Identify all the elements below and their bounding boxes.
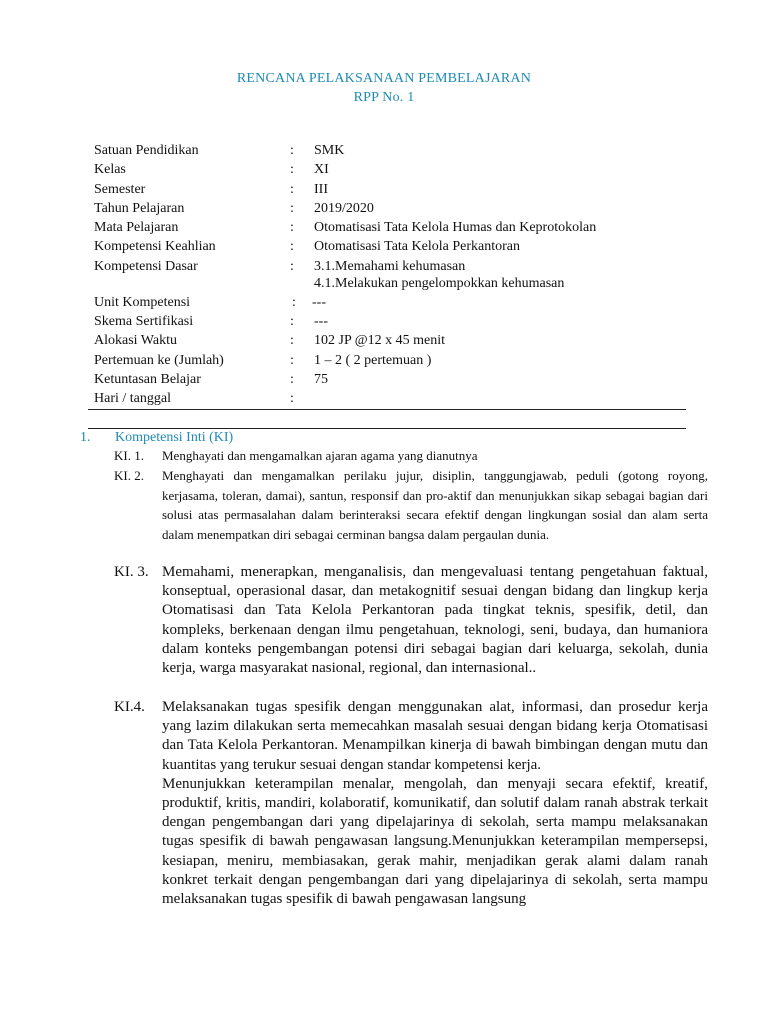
info-value: Otomatisasi Tata Kelola Humas dan Keprotokolan [314, 220, 597, 236]
info-value: 75 [314, 371, 328, 387]
info-value-secondary: 4.1.Melakukan pengelompokkan kehumasan [314, 275, 565, 291]
info-value: SMK [314, 143, 345, 158]
info-row-tahun-pelajaran [94, 199, 694, 218]
section-number: 1. [80, 430, 91, 445]
info-row-hari-tanggal [94, 389, 694, 408]
info-value: XI [314, 162, 329, 178]
info-label: Unit Kompetensi [94, 294, 191, 310]
info-row-unit-kompetensi [94, 293, 694, 312]
divider-bottom [88, 428, 686, 429]
info-colon: : [290, 181, 294, 197]
info-colon: : [290, 371, 294, 387]
info-colon: : [290, 258, 294, 274]
info-colon: : [290, 220, 294, 236]
info-row-skema-sertifikasi [94, 312, 694, 331]
ki-text: Menghayati dan mengamalkan perilaku jujur, disiplin, tanggungjawab, peduli (gotong royong, kerjasama, toleran, damai), santun, responsif dan pro-aktif dan menunjukkan sikap sebagai bagian dari solusi atas permasalahan dalam berinteraksi secara efektif dengan lingkungan sosial dan alam serta dalam menempatkan diri sebagai cerminan bangsa dalam pergaulan dunia. [162, 468, 708, 542]
info-label: Kompetensi Dasar [94, 258, 198, 274]
info-value: Otomatisasi Tata Kelola Perkantoran [314, 239, 520, 255]
document-subtitle: RPP No. 1 [353, 90, 415, 105]
info-label: Tahun Pelajaran [94, 200, 185, 216]
section-title: Kompetensi Inti (KI) [115, 430, 234, 445]
info-row-mata-pelajaran [94, 218, 694, 237]
info-label: Semester [94, 181, 146, 197]
info-colon: : [290, 333, 294, 349]
info-label: Pertemuan ke (Jumlah) [94, 352, 224, 368]
ki-code: KI. 1. [114, 448, 144, 463]
info-value: III [314, 181, 328, 197]
divider-top [88, 409, 686, 410]
info-value: --- [314, 314, 328, 330]
info-colon: : [290, 143, 294, 158]
ki-code: KI.4. [114, 699, 145, 715]
identity-table [94, 141, 694, 409]
info-value: --- [312, 294, 326, 310]
info-row-kompetensi-dasar [94, 257, 694, 293]
info-value: 3.1.Memahami kehumasan [314, 258, 466, 274]
info-row-satuan-pendidikan [94, 141, 694, 160]
info-row-ketuntasan-belajar [94, 370, 694, 389]
info-row-semester [94, 180, 694, 199]
info-value: 1 – 2 ( 2 pertemuan ) [314, 352, 432, 368]
info-colon: : [290, 239, 294, 255]
info-label: Alokasi Waktu [94, 333, 177, 349]
info-label: Hari / tanggal [94, 391, 171, 407]
info-row-alokasi-waktu [94, 331, 694, 350]
info-label: Kelas [94, 162, 126, 178]
info-row-kompetensi-keahlian [94, 237, 694, 256]
ki-code: KI. 3. [114, 564, 149, 580]
ki-text: Memahami, menerapkan, menganalisis, dan mengevaluasi tentang pengetahuan faktual, konseptual, operasional dasar, dan metakognitif sesuai dengan bidang dan lingkup kerja Otomatisasi dan Tata Kelola Perkantoran pada tingkat teknis, spesifik, detil, dan kompleks, berkenaan dengan ilmu pengetahuan, teknologi, seni, budaya, dan humaniora dalam konteks pengembangan potensi diri sebagai bagian dari keluarga, sekolah, dunia kerja, warga masyarakat nasional, regional, dan internasional.. [162, 564, 708, 677]
info-value: 102 JP @12 x 45 menit [314, 333, 445, 349]
info-colon: : [290, 352, 294, 368]
info-colon: : [292, 294, 296, 310]
info-colon: : [290, 162, 294, 178]
info-colon: : [290, 391, 294, 407]
info-row-kelas [94, 160, 694, 179]
info-row-pertemuan [94, 351, 694, 370]
ki-text: Melaksanakan tugas spesifik dengan menggunakan alat, informasi, dan prosedur kerja yang lazim dilakukan serta memecahkan masalah sesuai dengan bidang kerja Otomatisasi dan Tata Kelola Perkantoran. Menampilkan kinerja di bawah bimbingan dengan mutu dan kuantitas yang terukur sesuai dengan standar kompetensi kerja. [162, 699, 708, 773]
info-label: Mata Pelajaran [94, 220, 179, 236]
info-value: 2019/2020 [314, 200, 374, 216]
info-label: Satuan Pendidikan [94, 143, 199, 158]
info-colon: : [290, 200, 294, 216]
info-label: Skema Sertifikasi [94, 314, 194, 330]
ki-code: KI. 2. [114, 468, 144, 483]
ki-text-continued: Menunjukkan keterampilan menalar, mengolah, dan menyaji secara efektif, kreatif, produktif, kritis, mandiri, kolaboratif, komunikatif, dan solutif dalam ranah abstrak terkait dengan pengembangan dari yang dipelajarinya di sekolah, serta mampu melaksanakan tugas spesifik di bawah pengawasan langsung.Menunjukkan keterampilan mempersepsi, kesiapan, meniru, membiasakan, gerak mahir, menjadikan gerak alami dalam ranah konkret terkait dengan pengembangan dari yang dipelajarinya di sekolah, serta mampu melaksanakan tugas spesifik di bawah pengawasan langsung [162, 775, 708, 908]
ki-text: Menghayati dan mengamalkan ajaran agama yang dianutnya [162, 448, 478, 463]
document-title: RENCANA PELAKSANAAN PEMBELAJARAN [236, 71, 532, 86]
info-colon: : [290, 314, 294, 330]
info-label: Kompetensi Keahlian [94, 239, 216, 255]
info-label: Ketuntasan Belajar [94, 371, 201, 387]
